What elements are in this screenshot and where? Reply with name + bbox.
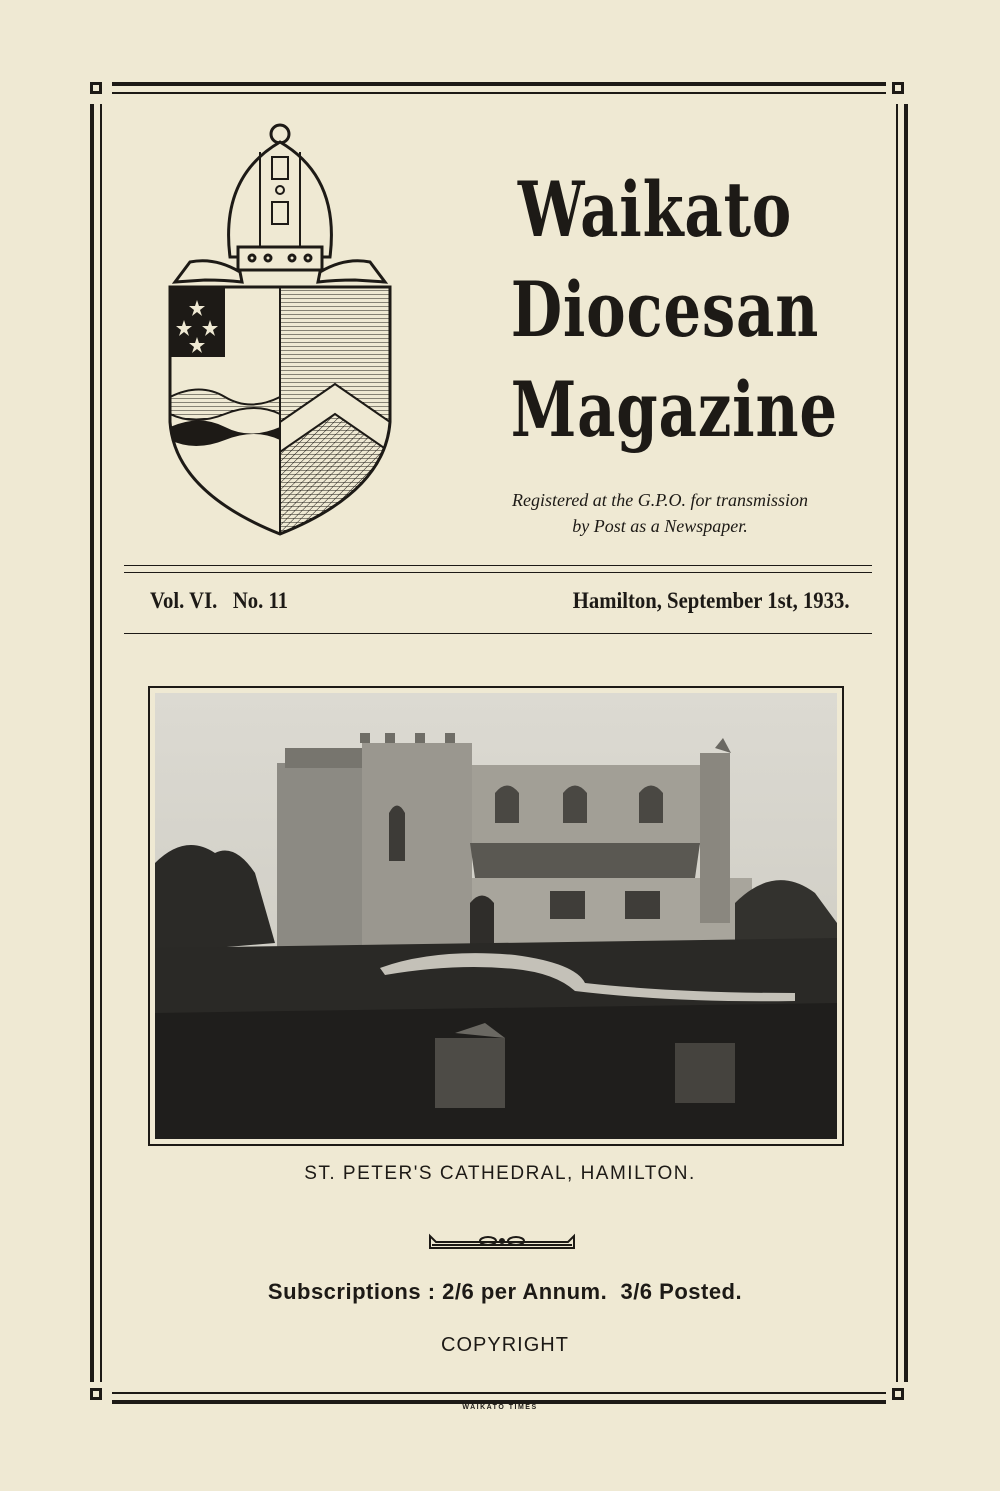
subscription-rates: Subscriptions : 2/6 per Annum. 3/6 Posted. [267, 1279, 743, 1304]
corner-ornament-bottom-left [84, 1382, 112, 1410]
ornament-icon [428, 1230, 576, 1252]
divider-rule [124, 565, 872, 566]
copyright-notice: COPYRIGHT [441, 1334, 569, 1356]
volume-number: Vol. VI. No. 11 [150, 588, 289, 613]
divider-rule [124, 633, 872, 634]
photo-caption: ST. PETER'S CATHEDRAL, HAMILTON. [304, 1163, 696, 1184]
registration-line-1: Registered at the G.P.O. for transmission [512, 490, 808, 510]
place-date: Hamilton, September 1st, 1933. [573, 588, 850, 613]
registration-line-2: by Post as a Newspaper. [572, 516, 748, 536]
cathedral-photograph [155, 693, 837, 1139]
divider-rule [124, 572, 872, 573]
corner-ornament-top-left [84, 76, 112, 104]
printer-imprint: WAIKATO TIMES [462, 1404, 538, 1411]
title-line-2: Diocesan [510, 265, 820, 354]
title-line-1: Waikato [517, 165, 793, 254]
title-line-3: Magazine [510, 365, 838, 454]
registration-notice [455, 487, 865, 539]
magazine-title [510, 160, 838, 460]
corner-ornament-bottom-right [886, 1382, 914, 1410]
corner-ornament-top-right [886, 76, 914, 104]
mitre-icon [175, 125, 385, 282]
diocesan-crest-icon [160, 122, 400, 542]
